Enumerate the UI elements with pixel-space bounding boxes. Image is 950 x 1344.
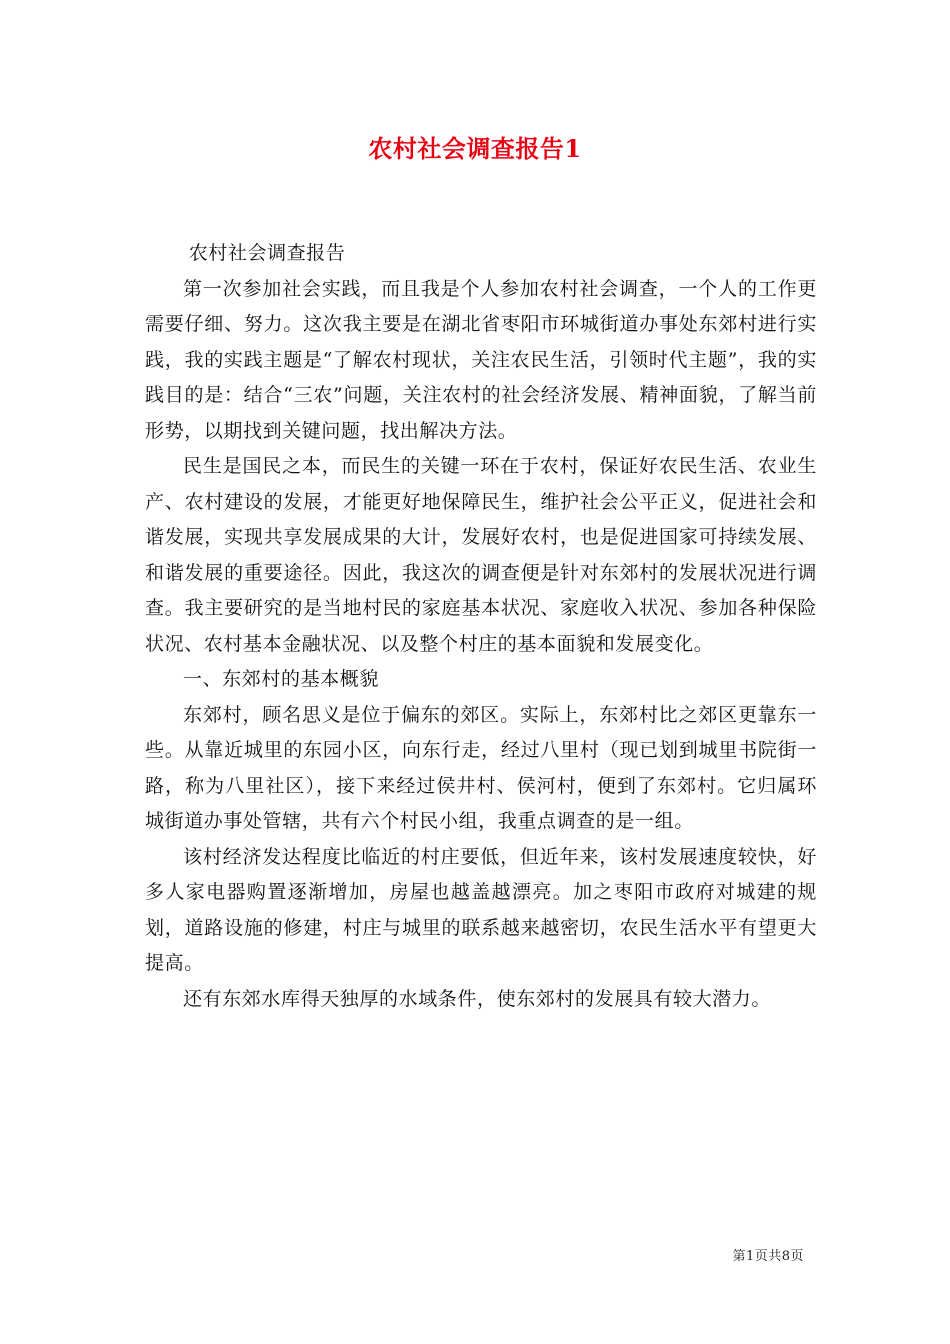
paragraph-village-location: 东郊村，顾名思义是位于偏东的郊区。实际上，东郊村比之郊区更靠东一些。从靠近城里的东园小区，向东行走，经过八里村（现已划到城里书院街一路，称为八里社区），接下来经过侯井村、侯河村，便到了东郊村。它归属环城街道办事处管辖，共有六个村民小组，我重点调查的是一组。 [145, 703, 817, 832]
paragraph-intro: 第一次参加社会实践，而且我是个人参加农村社会调查，一个人的工作更需要仔细、努力。这次我主要是在湖北省枣阳市环城街道办事处东郊村进行实践，我的实践主题是“了解农村现状，关注农民生活，引领时代主题”，我的实践目的是：结合“三农”问题，关注农村的社会经济发展、精神面貌，了解当前形势，以期找到关键问题，找出解决方法。 [145, 277, 817, 442]
section-heading-1: 一、东郊村的基本概貌 [183, 668, 380, 690]
paragraph-village-economy: 该村经济发达程度比临近的村庄要低，但近年来，该村发展速度较快，好多人家电器购置逐渐增加，房屋也越盖越漂亮。加之枣阳市政府对城建的规划，道路设施的修建，村庄与城里的联系越来越密切，农民生活水平有望更大提高。 [145, 845, 817, 974]
page-number: 第1页共8页 [732, 1249, 804, 1264]
page-title: 农村社会调查报告1 [368, 134, 582, 163]
paragraph-livelihood: 民生是国民之本，而民生的关键一环在于农村，保证好农民生活、农业生产、农村建设的发展，才能更好地保障民生，维护社会公平正义，促进社会和谐发展，实现共享发展成果的大计，发展好农村，也是促进国家可持续发展、和谐发展的重要途径。因此，我这次的调查便是针对东郊村的发展状况进行调查。我主要研究的是当地村民的家庭基本状况、家庭收入状况、参加各种保险状况、农村基本金融状况、以及整个村庄的基本面貌和发展变化。 [145, 455, 817, 655]
paragraph-reservoir: 还有东郊水库得天独厚的水域条件，使东郊村的发展具有较大潜力。 [183, 987, 772, 1010]
document-body [145, 236, 817, 1017]
report-subtitle: 农村社会调查报告 [188, 242, 346, 264]
